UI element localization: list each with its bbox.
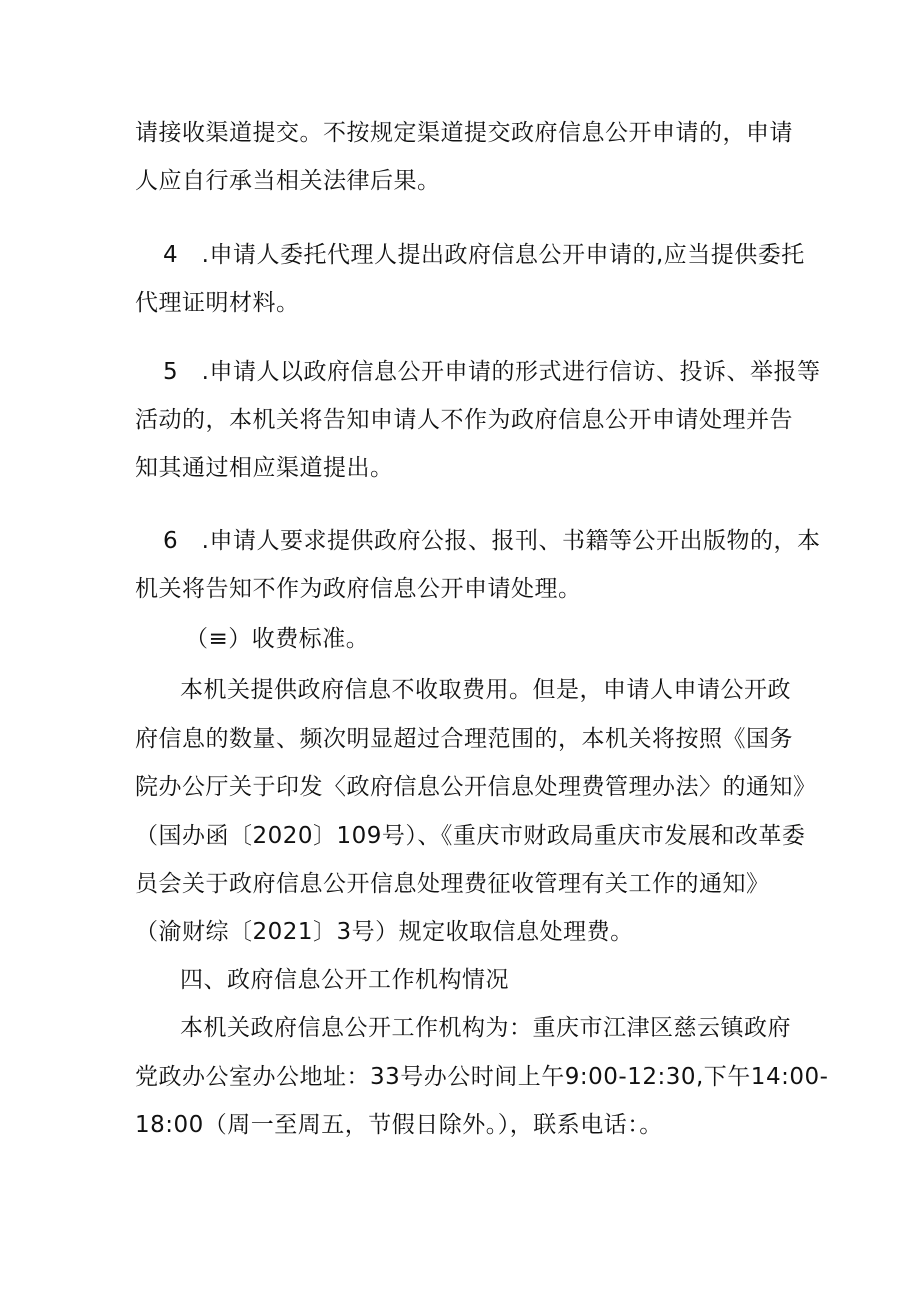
text-line-4: 代理证明材料。 — [135, 290, 300, 316]
text-line-16: （渝财综〔2021〕3号）规定收取信息处理费。 — [135, 919, 634, 945]
text-line-19: 党政办公室办公地址：33号办公时间上午9:00-12:30,下午14:00- — [135, 1064, 829, 1090]
text-line-1: 请接收渠道提交。不按规定渠道提交政府信息公开申请的，申请 — [135, 120, 793, 146]
text-line-5: 5 .申请人以政府信息公开申请的形式进行信访、投诉、举报等 — [163, 359, 821, 385]
text-line-18: 本机关政府信息公开工作机构为：重庆市江津区慈云镇政府 — [180, 1015, 791, 1041]
text-line-7: 知其通过相应渠道提出。 — [135, 455, 394, 481]
text-line-14: （国办函〔2020〕109号）、《重庆市财政局重庆市发展和改革委 — [135, 823, 806, 849]
section-heading-office: 四、政府信息公开工作机构情况 — [180, 967, 509, 993]
text-line-2: 人应自行承当相关法律后果。 — [135, 168, 441, 194]
text-line-6: 活动的，本机关将告知申请人不作为政府信息公开申请处理并告 — [135, 407, 793, 433]
text-line-20: 18:00（周一至周五，节假日除外。），联系电话：。 — [135, 1112, 663, 1138]
text-line-3: 4 .申请人委托代理人提出政府信息公开申请的,应当提供委托 — [163, 242, 805, 268]
text-line-15: 员会关于政府信息公开信息处理费征收管理有关工作的通知》 — [135, 871, 770, 897]
text-line-9: 机关将告知不作为政府信息公开申请处理。 — [135, 576, 582, 602]
text-line-8: 6 .申请人要求提供政府公报、报刊、书籍等公开出版物的，本 — [163, 528, 821, 554]
text-line-13: 院办公厅关于印发〈政府信息公开信息处理费管理办法〉的通知》 — [135, 774, 817, 800]
text-line-12: 府信息的数量、频次明显超过合理范围的，本机关将按照《国务 — [135, 726, 793, 752]
section-heading-fees: （≡）收费标准。 — [185, 626, 370, 652]
text-line-11: 本机关提供政府信息不收取费用。但是，申请人申请公开政 — [180, 677, 791, 703]
